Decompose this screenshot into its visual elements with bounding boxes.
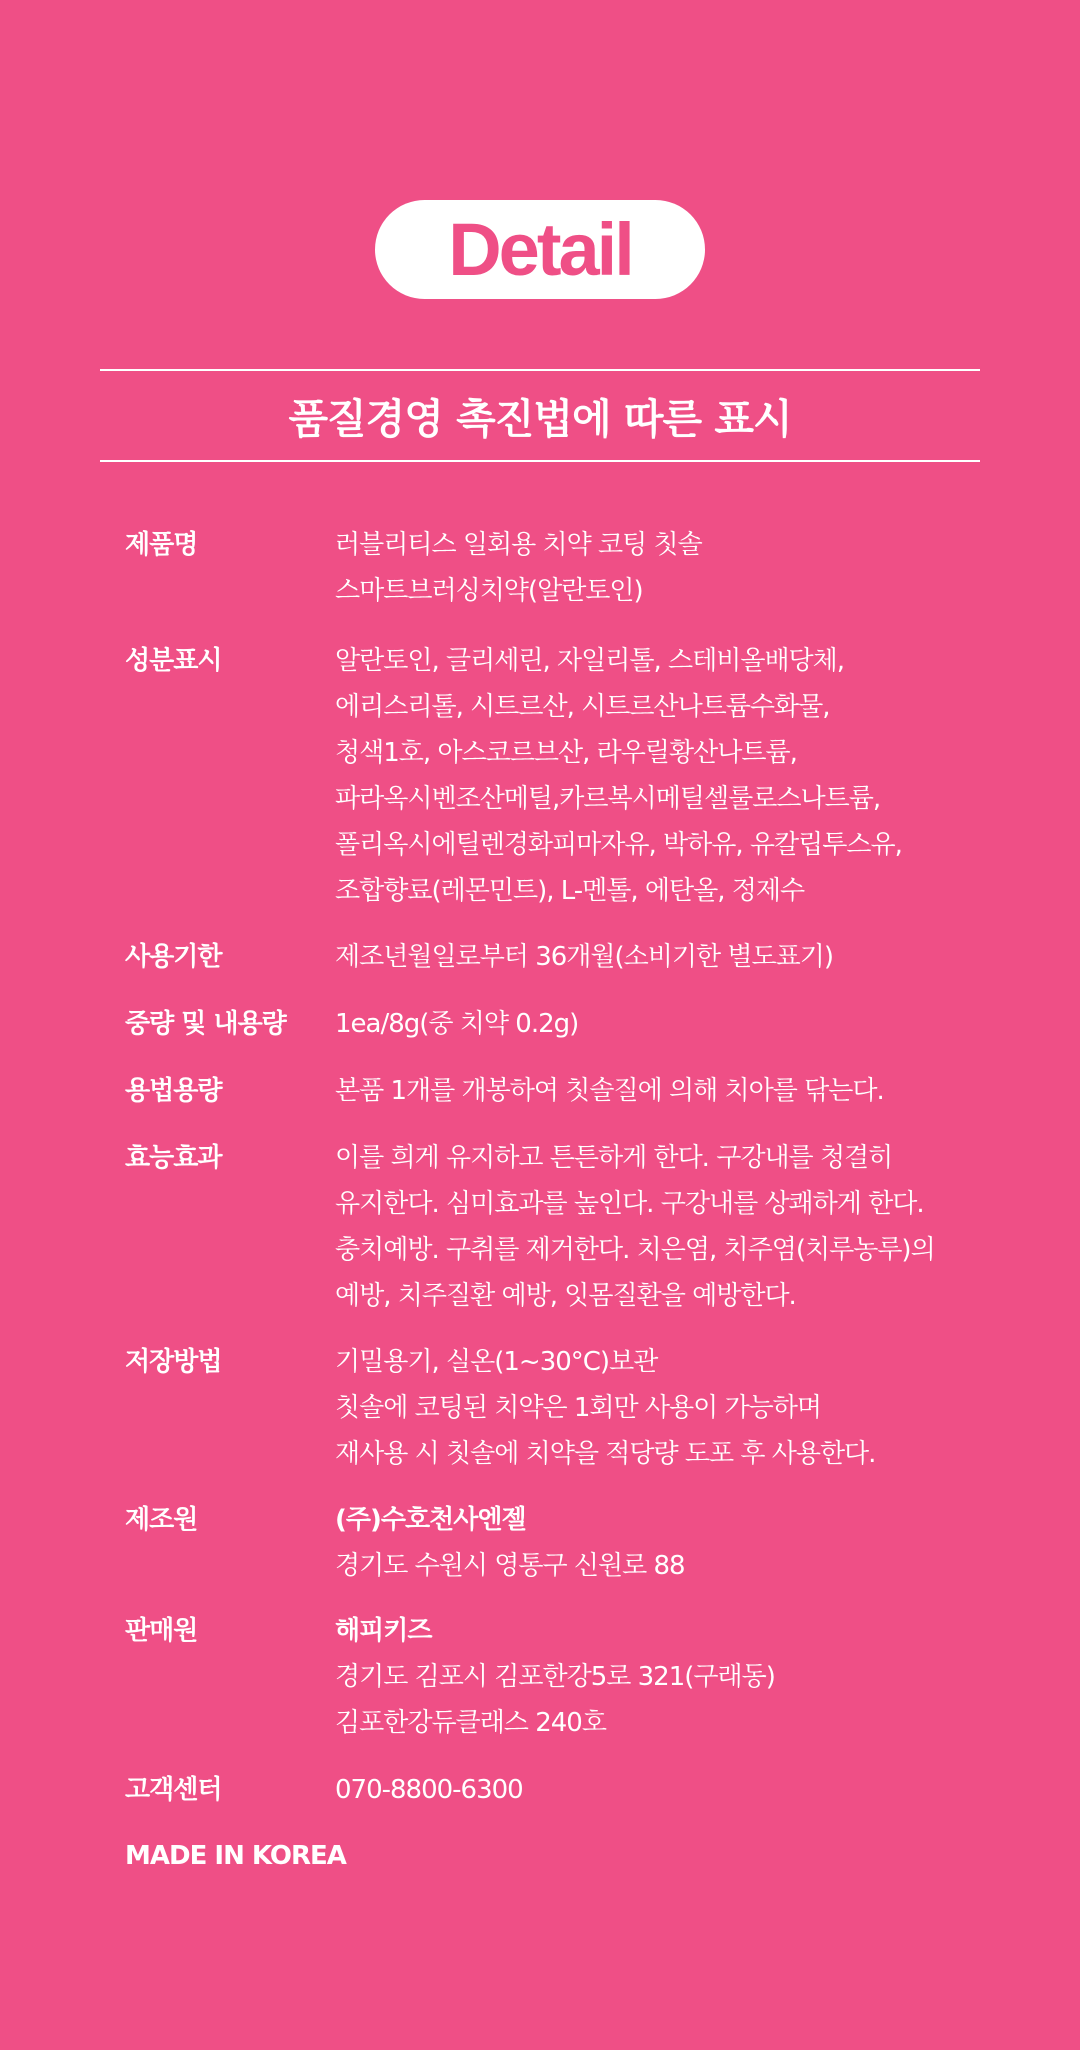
- value-line: 경기도 수원시 영통구 신원로 88: [335, 1551, 685, 1581]
- seller-name: 해피키즈: [335, 1616, 432, 1646]
- title-top-divider: [100, 369, 980, 371]
- row-label: 제조원: [125, 1505, 198, 1535]
- value-line: 에리스리톨, 시트르산, 시트르산나트륨수화물,: [335, 692, 830, 722]
- row-weight: [125, 1001, 1005, 1047]
- value-line: 제조년월일로부터 36개월(소비기한 별도표기): [335, 942, 833, 972]
- value-line: 러블리티스 일회용 치약 코팅 칫솔: [335, 530, 702, 560]
- title-bottom-divider: [100, 460, 980, 462]
- value-line: 칫솔에 코팅된 치약은 1회만 사용이 가능하며: [335, 1393, 821, 1423]
- customer-phone: 070-8800-6300: [335, 1775, 523, 1805]
- value-line: 이를 희게 유지하고 튼튼하게 한다. 구강내를 청결히: [335, 1143, 893, 1173]
- row-usage: [125, 1068, 1005, 1114]
- row-expiry: [125, 934, 1005, 980]
- value-line: 조합향료(레몬민트), L-멘톨, 에탄올, 정제수: [335, 876, 805, 906]
- row-label: 고객센터: [125, 1775, 222, 1805]
- row-value: [335, 1767, 1005, 1813]
- value-line: 재사용 시 칫솔에 치약을 적당량 도포 후 사용한다.: [335, 1439, 876, 1469]
- row-value: [335, 934, 1005, 980]
- row-seller: [125, 1608, 1005, 1746]
- row-storage: [125, 1339, 1005, 1477]
- row-label: 용법용량: [125, 1076, 222, 1106]
- made-in-label: MADE IN KOREA: [125, 1841, 346, 1871]
- value-line: 기밀용기, 실온(1~30°C)보관: [335, 1347, 658, 1377]
- value-line: 유지한다. 심미효과를 높인다. 구강내를 상쾌하게 한다.: [335, 1189, 924, 1219]
- value-line: 스마트브러싱치약(알란토인): [335, 576, 643, 606]
- row-product-name: [125, 522, 1005, 614]
- row-label: 판매원: [125, 1616, 198, 1646]
- row-value: [335, 1608, 1005, 1746]
- row-label: 성분표시: [125, 646, 222, 676]
- value-line: 알란토인, 글리세린, 자일리톨, 스테비올배당체,: [335, 646, 845, 676]
- row-label: 사용기한: [125, 942, 222, 972]
- row-customer-center: [125, 1767, 1005, 1813]
- section-title: 품질경영 촉진법에 따른 표시: [288, 394, 792, 443]
- row-value: [335, 1497, 1005, 1589]
- row-manufacturer: [125, 1497, 1005, 1589]
- value-line: 경기도 김포시 김포한강5로 321(구래동): [335, 1662, 775, 1692]
- value-line: 충치예방. 구취를 제거한다. 치은염, 치주염(치루농루)의: [335, 1235, 935, 1265]
- row-label: 제품명: [125, 530, 198, 560]
- row-label: 효능효과: [125, 1143, 222, 1173]
- row-value: [335, 522, 1005, 614]
- value-line: 김포한강듀클래스 240호: [335, 1708, 606, 1738]
- row-value: [335, 1068, 1005, 1114]
- value-line: 본품 1개를 개봉하여 칫솔질에 의해 치아를 닦는다.: [335, 1076, 884, 1106]
- value-line: 청색1호, 아스코르브산, 라우릴황산나트륨,: [335, 738, 797, 768]
- value-line: 예방, 치주질환 예방, 잇몸질환을 예방한다.: [335, 1281, 796, 1311]
- manufacturer-name: (주)수호천사엔젤: [335, 1505, 526, 1535]
- row-value: [335, 1001, 1005, 1047]
- value-line: 1ea/8g(중 치약 0.2g): [335, 1009, 579, 1039]
- row-ingredients: [125, 638, 1005, 914]
- row-value: [335, 638, 1005, 914]
- row-value: [335, 1339, 1005, 1477]
- row-value: [335, 1135, 1005, 1319]
- product-info-table: [125, 522, 1005, 1879]
- value-line: 폴리옥시에틸렌경화피마자유, 박하유, 유칼립투스유,: [335, 830, 902, 860]
- detail-badge-text: Detail: [448, 207, 632, 291]
- detail-badge: [375, 200, 705, 299]
- row-label: 저장방법: [125, 1347, 222, 1377]
- row-efficacy: [125, 1135, 1005, 1319]
- row-label: 중량 및 내용량: [125, 1009, 286, 1039]
- value-line: 파라옥시벤조산메틸,카르복시메틸셀룰로스나트륨,: [335, 784, 881, 814]
